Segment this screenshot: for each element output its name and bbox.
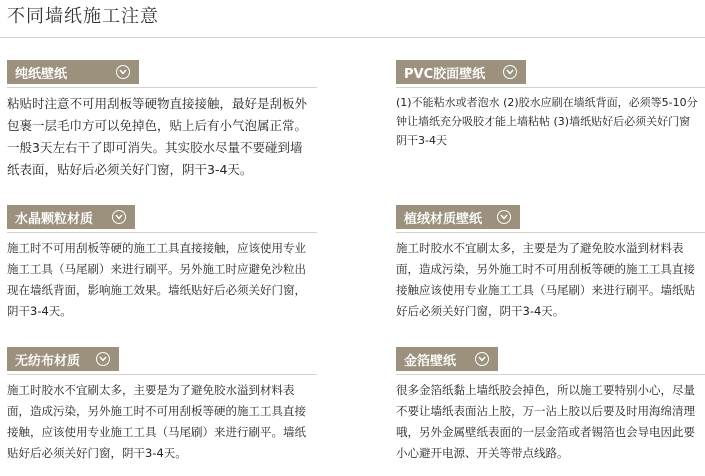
section-tab-pvc[interactable] xyxy=(396,60,526,84)
title-divider xyxy=(0,37,705,38)
chevron-down-circle-icon xyxy=(96,352,110,366)
section-title: 植绒材质壁纸 xyxy=(404,211,483,227)
section-title: 水晶颗粒材质 xyxy=(15,211,94,227)
section-divider xyxy=(7,87,317,88)
section-title: 无纺布材质 xyxy=(15,353,81,369)
section-title: PVC胶面壁纸 xyxy=(404,66,486,82)
chevron-down-circle-icon xyxy=(112,210,126,224)
section-flocked xyxy=(396,205,705,322)
section-tab-crystal[interactable] xyxy=(7,205,135,229)
section-body: 施工时不可用刮板等硬的施工工具直接接触，应该使用专业施工工具（马尾刷）来进行刷平。另外施工时应避免沙粒出现在墙纸背面，影响施工效果。墙纸贴好后必须关好门窗，阴干3-4天。 xyxy=(7,241,306,318)
section-body: 施工时胶水不宜刷太多，主要是为了避免胶水溢到材料表面，造成污染，另外施工时不可用刮板等硬的施工工具直接接触，应该使用专业施工工具（马尾刷）来进行刷平。墙纸贴好后必须关好门窗，阴干3-4天。 xyxy=(7,383,306,460)
section-divider xyxy=(396,374,705,375)
section-body: 很多金箔纸黏上墙纸胶会掉色，所以施工要特别小心，尽量不要让墙纸表面沾上胶，万一沾上胶以后要及时用海绵清理哦，另外金属壁纸表面的一层金箔或者锡箔也会导电因此要小心避开电源、开关等带点线路。 xyxy=(396,383,695,460)
section-divider xyxy=(396,87,705,88)
chevron-down-circle-icon xyxy=(497,210,511,224)
chevron-down-circle-icon xyxy=(503,65,517,79)
section-tab-flocked[interactable] xyxy=(396,205,520,229)
section-tab-gold-foil[interactable] xyxy=(396,347,498,371)
section-title: 金箔壁纸 xyxy=(404,353,457,369)
section-title: 纯纸壁纸 xyxy=(15,66,68,82)
section-body: 施工时胶水不宜刷太多，主要是为了避免胶水溢到材料表面，造成污染，另外施工时不可用刮板等硬的施工工具直接接触应该使用专业施工工具（马尾刷）来进行刷平。墙纸贴好后必须关好门窗，阴干3-4天。 xyxy=(396,241,695,318)
chevron-down-circle-icon xyxy=(475,352,489,366)
chevron-down-circle-icon xyxy=(116,65,130,79)
section-body: (1)不能粘水或者泡水 (2)胶水应刷在墙纸背面，必须等5-10分钟让墙纸充分吸胶才能上墙粘帖 (3)墙纸贴好后必须关好门窗阴干3-4天 xyxy=(396,96,698,147)
section-gold-foil xyxy=(396,347,705,464)
section-tab-nonwoven[interactable] xyxy=(7,347,119,371)
section-crystal xyxy=(7,205,317,322)
section-divider xyxy=(7,232,317,233)
section-nonwoven xyxy=(7,347,317,464)
section-body: 粘贴时注意不可用刮板等硬物直接接触，最好是刮板外包裹一层毛巾方可以免掉色，贴上后有小气泡属正常。一般3天左右干了即可消失。其实胶水尽量不要碰到墙纸表面，贴好后必须关好门窗，阴干3-4天。 xyxy=(7,96,308,177)
section-tab-pure-paper[interactable] xyxy=(7,60,139,84)
section-pure-paper xyxy=(7,60,317,181)
section-divider xyxy=(396,232,705,233)
section-divider xyxy=(7,374,317,375)
page-title: 不同墙纸施工注意 xyxy=(7,6,159,27)
section-pvc xyxy=(396,60,705,150)
